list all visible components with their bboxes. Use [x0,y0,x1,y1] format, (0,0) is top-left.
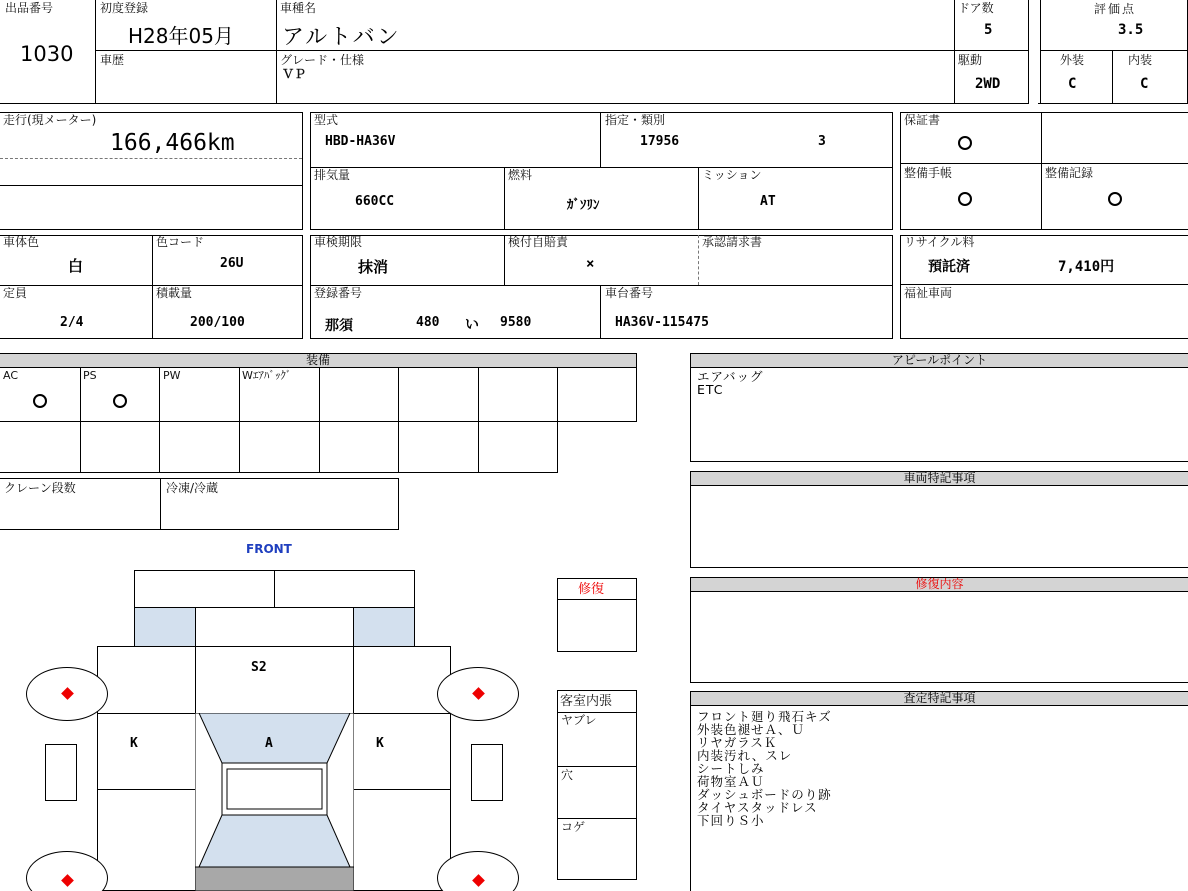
car-diagram [0,560,540,891]
plate-kana: い [465,317,479,333]
capacity-value: 2/4 [60,315,84,330]
model-label: 車種名 [280,1,317,15]
chassis-value: HA36V-115475 [615,315,709,330]
vehicle-notes-header: 車両特記事項 [690,471,1188,486]
plate-label: 登録番号 [314,286,363,300]
appeal-panel [690,367,1188,462]
manual-label: 整備手帳 [904,166,953,180]
equip-ac-label: AC [3,369,19,382]
doors-label: ドア数 [958,1,994,15]
lot-label: 出品番号 [5,1,54,15]
lot-number: 1030 [20,42,74,66]
plate-area: 那須 [325,318,353,334]
model-value: アルトバン [282,25,401,50]
front-left-fender [134,607,196,647]
color-code-label: 色コード [156,235,205,249]
cabin-item-tear: ヤブレ [561,713,597,727]
equip-ps-label: PS [83,369,97,382]
equip-ps-mark-icon [113,394,127,408]
inspection-notes-header: 査定特記事項 [690,691,1188,706]
front-label: FRONT [246,542,292,556]
fuel-label: 燃料 [508,168,533,182]
windshield-damage-mark: A [265,736,273,751]
cabin-label: 客室内張 [560,694,613,709]
vehicle-notes-panel [690,485,1188,568]
capacity-label: 定員 [3,286,28,300]
doors-value: 5 [984,22,993,38]
grade-label: グレード・仕様 [280,53,365,67]
interior-label: 内装 [1128,53,1153,67]
fuel-value: ｶﾞｿﾘﾝ [567,198,600,213]
first-reg-value: H28年05月 [128,24,234,48]
inspection-expiry-value: 抹消 [358,258,389,276]
roof-panel [97,646,451,714]
score-value: 3.5 [1118,22,1144,38]
load-value: 200/100 [190,315,245,330]
inspection-block [310,235,893,339]
warranty-mark-icon [958,136,972,150]
manual-mark-icon [958,192,972,206]
plate-number: 480 [416,315,440,330]
repair-detail-header: 修復内容 [690,577,1188,592]
grade-value: ＶＰ [282,67,307,81]
record-label: 整備記録 [1045,166,1094,180]
first-reg-label: 初度登録 [100,1,149,15]
repair-label: 修復 [578,582,605,597]
repair-detail-panel [690,591,1188,683]
freezer-label: 冷凍/冷蔵 [166,481,219,495]
warranty-label: 保証書 [904,113,941,127]
right-door-damage-mark: K [376,736,384,751]
mission-label: ミッション [702,168,762,182]
plate-serial: 9580 [500,315,532,330]
left-body-panel [97,713,196,891]
mileage-label: 走行(現メーター) [3,113,97,127]
designation-label: 指定・類別 [605,113,666,127]
equipment-header: 装備 [0,353,637,368]
history-label: 車歴 [100,53,125,67]
left-door-damage-mark: K [130,736,138,751]
welfare-label: 福祉車両 [904,286,953,300]
drive-value: 2WD [975,76,1001,92]
displacement-value: 660CC [355,194,395,209]
equip-wairbag-label: Wｴｱﾊﾞｯｸﾞ [242,369,292,382]
equip-pw-label: PW [163,369,181,382]
right-body-panel [353,713,451,891]
exterior-label: 外装 [1060,53,1085,67]
recycle-amount: 7,410円 [1058,259,1115,275]
drive-label: 駆動 [958,53,983,67]
recycle-status: 預託済 [928,259,970,275]
windshield [195,713,354,891]
equip-ac-mark-icon [33,394,47,408]
cabin-item-burn: コゲ [561,820,586,834]
color-code-value: 26U [220,256,244,271]
left-mirror [45,744,77,801]
approval-label: 承認請求書 [702,235,763,249]
model-code-value: HBD-HA36V [325,134,396,149]
chassis-label: 車台番号 [605,286,654,300]
body-color-label: 車体色 [3,235,40,249]
front-right-fender [353,607,415,647]
hood [195,607,354,647]
load-label: 積載量 [156,286,193,300]
appeal-text: エアバッグ ETC [697,369,764,397]
crane-label: クレーン段数 [4,481,76,495]
header-block [0,0,1188,104]
displacement-label: 排気量 [314,168,351,182]
inspection-notes-text: フロント廻り飛石キズ 外装色褪せＡ、Ｕ リヤガラスＫ 内装汚れ、スレ シートしみ 荷物室ＡＵ ダッシュボードのり跡 タイヤスタッドレス 下回りＳ小 [697,709,832,828]
mission-value: AT [760,194,776,209]
exterior-value: C [1068,76,1077,92]
roof-damage-mark: S2 [251,660,267,675]
mileage-value: 166,466km [110,130,235,156]
cabin-item-hole: 穴 [561,768,574,782]
spec-block [310,112,893,230]
designation-value: 17956 [640,134,680,149]
score-label: 評価点 [1094,2,1137,16]
model-code-label: 型式 [314,113,339,127]
right-mirror [471,744,503,801]
insurance-label: 検付自賠責 [508,235,569,249]
recycle-label: リサイクル料 [904,235,975,249]
class-value: 3 [818,134,826,149]
inspection-expiry-label: 車検期限 [314,235,363,249]
body-color-value: 白 [68,257,84,275]
appeal-header: アピールポイント [690,353,1188,368]
insurance-value: × [586,256,595,272]
interior-value: C [1140,76,1149,92]
record-mark-icon [1108,192,1122,206]
